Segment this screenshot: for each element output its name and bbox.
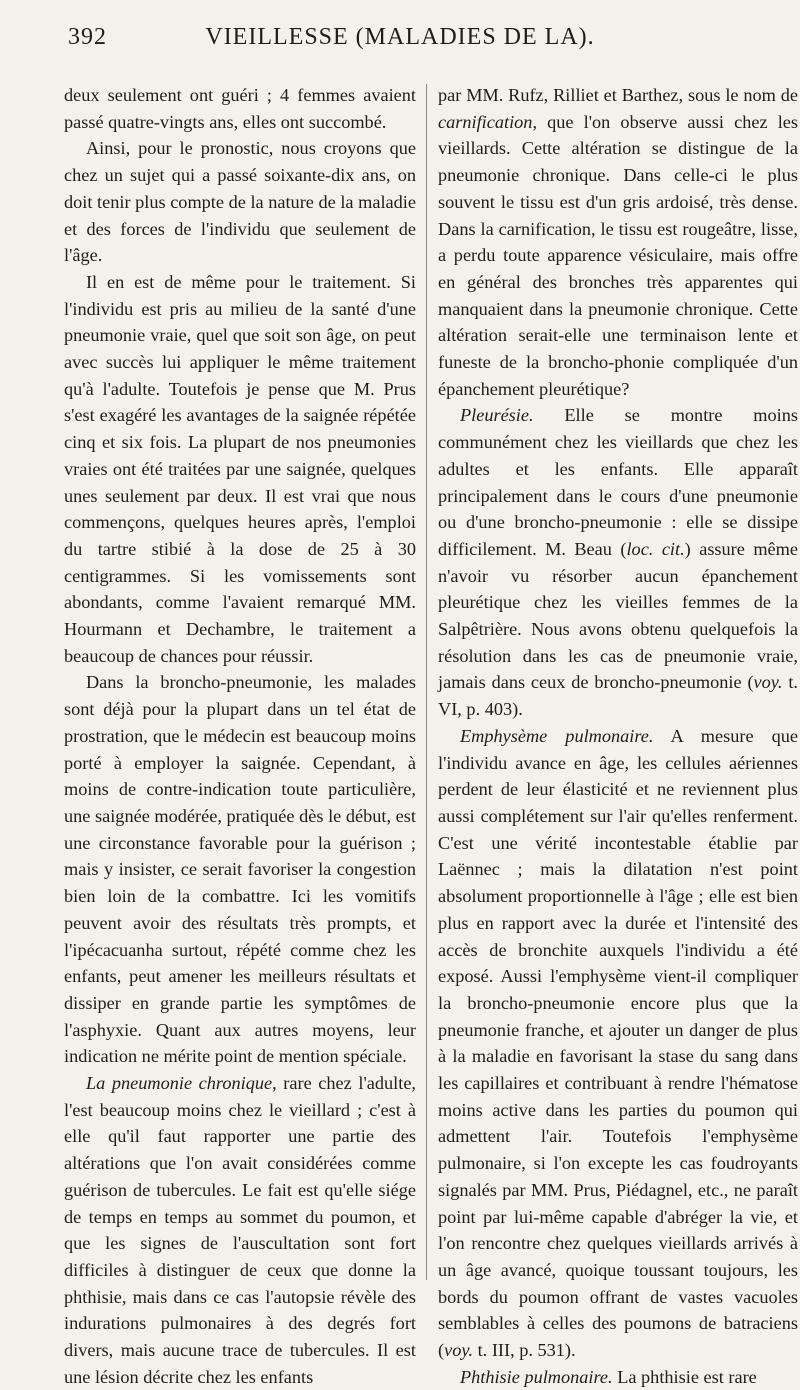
paragraph-text: par MM. Rufz, Rilliet et Barthez, sous le nom de <box>438 85 798 105</box>
paragraph: deux seulement ont guéri ; 4 femmes avaient passé quatre-vingts ans, elles ont succombé. <box>64 85 416 132</box>
column-divider <box>426 84 427 1280</box>
page-header <box>58 22 742 58</box>
section-term: carnification <box>438 111 533 132</box>
paragraph-text: Elle se montre moins communément chez les vieillards que chez les adultes et les enfants. Elle apparaît principalement dans le cours d'une pneumonie ou d'une broncho-pneumonie : elle se dissipe difficilement. M. Beau ( <box>438 405 798 559</box>
paragraph: Il en est de même pour le traitement. Si l'individu est pris au milieu de la santé d'une pneumonie vraie, quel que soit son âge, on peut avec succès lui appliquer le même traitement qu'à l'adulte. Toutefois je pense que M. Prus s'est exagéré les avantages de la saignée répétée cinq et six fois. La plupart de nos pneumonies vraies ont été traitées par une saignée, quelques unes seulement par deux. Il est vrai que nous commençons, quelques heures après, l'emploi du tartre stibié à la dose de 25 à 30 centigrammes. Si les vomissements sont abondants, comme l'avaient remarqué MM. Hourmann et Dechambre, le traitement a beaucoup de chances pour réussir. <box>64 271 416 666</box>
paragraph-text: , que l'on observe aussi chez les vieillards. Cette altération se distingue de la pneumonie chronique. Dans celle-ci le plus souvent le tissu est d'un gris ardoisé, très dense. Dans la carnification, le tissu est rougeâtre, lisse, a perdu toute apparence vésiculaire, mais offre en général des bronches très apparentes qui manquaient dans la pneumonie chronique. Cette altération serait-elle une terminaison lente et funeste de la broncho-phonie compliquée d'un épanchement pleurétique? <box>438 111 798 399</box>
page-number: 392 <box>68 24 107 50</box>
paragraph <box>438 723 798 1364</box>
paragraph-text: , rare chez l'adulte, l'est beaucoup moins chez le vieillard ; c'est à elle qu'il faut rapporter une partie des altérations que l'on avait considérées comme guérison de tubercules. Le fait est qu'elle siége de temps en temps au sommet du poumon, et que les signes de l'auscultation sont fort difficiles à distinguer de ceux que donne la phthisie, mais dans ce cas l'autopsie révèle des indurations pulmonaires à des degrés fort divers, mais aucune trace de tubercules. Il est une lésion décrite chez les enfants <box>64 1073 416 1387</box>
paragraph <box>438 1364 798 1390</box>
reference: voy. <box>444 1340 474 1361</box>
paragraph-text: t. III, p. 531). <box>473 1340 576 1361</box>
paragraph <box>438 82 798 402</box>
section-term: Emphysème pulmonaire. <box>459 725 654 746</box>
running-head: VIEILLESSE (MALADIES DE LA). <box>205 24 595 50</box>
reference: voy. <box>753 672 783 693</box>
paragraph-text: ) assure même n'avoir vu résorber aucun épanchement pleurétique chez les vieilles femmes de la Salpêtrière. Nous avons obtenu quelquefois la résolution dans les cas de pneumonie vraie, jamais dans ceux de broncho-pneumonie ( <box>438 538 798 693</box>
left-column <box>64 82 416 1387</box>
paragraph <box>438 402 798 722</box>
right-column <box>438 82 798 1387</box>
paragraph <box>64 1070 416 1390</box>
section-term: La pneumonie chronique <box>85 1073 273 1094</box>
paragraph: Dans la broncho-pneumonie, les malades sont déjà pour la plupart dans un tel état de prostration, que le médecin est beaucoup moins porté à employer la saignée. Cependant, à moins de contre-indication toute particulière, une saignée modérée, pratiquée dès le début, est une circonstance favorable pour la guérison ; mais y insister, ce serait favoriser la congestion bien loin de la combattre. Ici les vomitifs peuvent avoir des résultats très prompts, et l'ipécacuanha surtout, répété comme chez les enfants, peut amener les meilleurs résultats et dissiper en grande partie les symptômes de l'asphyxie. Quant aux autres moyens, leur indication ne mérite point de mention spéciale. <box>64 672 416 1067</box>
paragraph-text: La phthisie est rare <box>612 1366 757 1387</box>
paragraph-text: A mesure que l'individu avance en âge, les cellules aériennes perdent de leur élasticité et ne reviennent plus aussi complétement sur l'air qu'elles renferment. C'est une vérité incontestable établie par Laënnec ; mais la dilatation n'est point absolument proportionnelle à l'âge ; elle est bien plus en rapport avec la durée et l'intensité des accès de bronchite auxquels l'individu a été exposé. Aussi l'emphysème vient-il compliquer la broncho-pneumonie encore plus que la pneumonie franche, et ajouter un danger de plus à la maladie en favorisant la stase du sang dans les capillaires et contribuant à rendre l'hématose moins active dans les parties du poumon qui admettent l'air. Toutefois l'emphysème pulmonaire, si l'on excepte les cas foudroyants signalés par MM. Prus, Piédagnel, etc., ne paraît point par lui-même capable d'abréger la vie, et l'on rencontre chez quelques vieillards arrivés à un âge avancé, quoique toussant toujours, les bords du poumon offrant de vastes vacuoles semblables à celles des poumons de batraciens ( <box>438 725 798 1361</box>
section-term: Pleurésie. <box>459 405 534 426</box>
reference: loc. cit. <box>626 538 685 559</box>
paragraph: Ainsi, pour le pronostic, nous croyons que chez un sujet qui a passé soixante-dix ans, on doit tenir plus compte de la nature de la maladie et des forces de l'individu que seulement de l'âge. <box>64 138 416 266</box>
paragraph-text: t. VI, p. 403). <box>438 672 798 720</box>
section-term: Phthisie pulmonaire. <box>459 1366 613 1387</box>
